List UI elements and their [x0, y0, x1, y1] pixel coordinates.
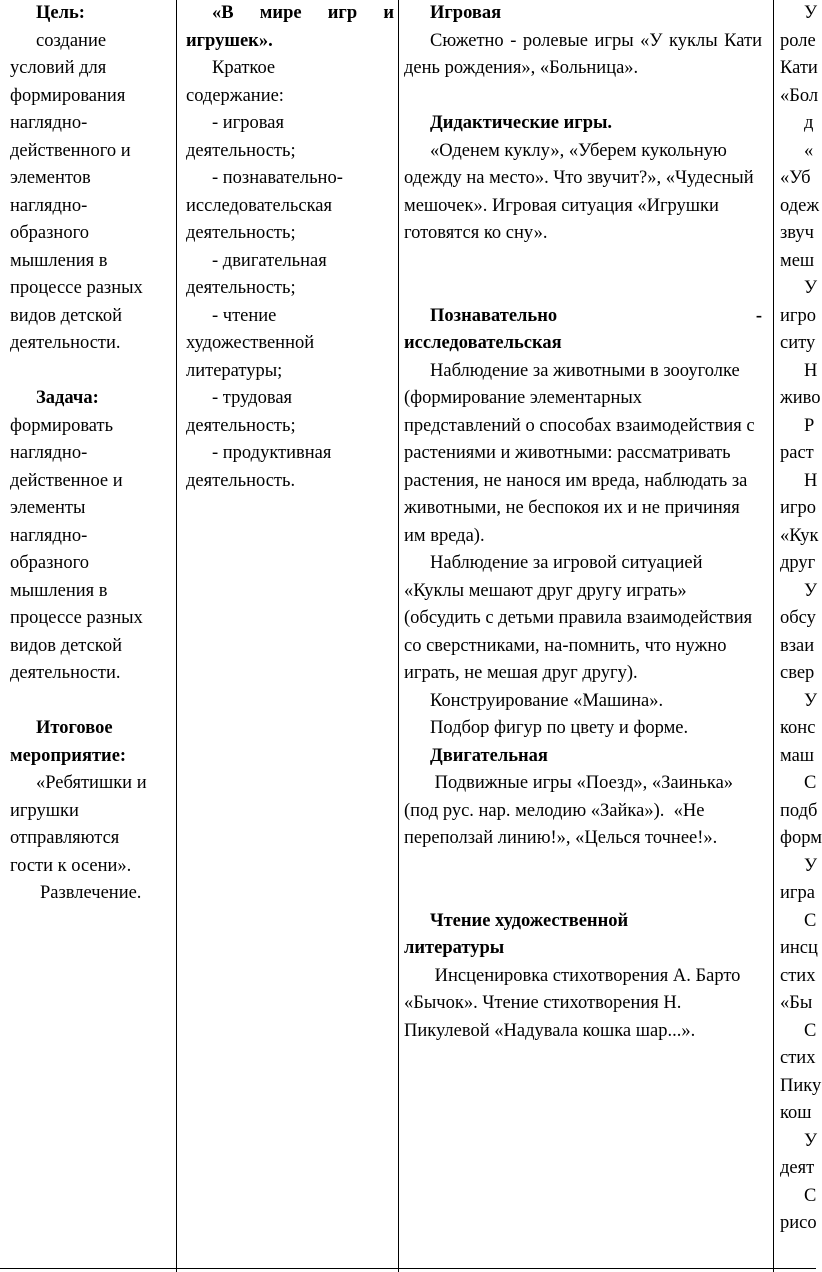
goal-line: деятельности. — [10, 333, 121, 353]
shapes-text: Подбор фигур по цвету и форме. — [430, 718, 689, 738]
cut-off-line: У — [804, 278, 818, 298]
cut-off-line: стих — [780, 1048, 816, 1068]
cut-off-line: Н — [804, 470, 818, 491]
cut-off-line: У — [804, 1130, 818, 1151]
final-event-line: игрушки — [10, 800, 79, 821]
goal-line: элементов — [10, 168, 91, 188]
table-bottom-border — [0, 1268, 816, 1269]
task-line: наглядно- — [10, 525, 88, 546]
cut-off-line: С — [804, 773, 817, 793]
activity-line: - трудовая — [212, 388, 293, 408]
cut-off-line: Пику — [780, 1075, 822, 1096]
activity-line: художественной — [186, 333, 315, 353]
cut-off-line: раст — [780, 443, 814, 463]
final-event-line: гости к осени». — [10, 855, 132, 876]
cut-off-line: У — [804, 855, 818, 876]
game-heading: Игровая — [430, 3, 502, 23]
table-border-2 — [398, 0, 399, 1272]
cut-off-line: «Бы — [780, 993, 813, 1013]
didactic-heading: Дидактические игры. — [430, 113, 613, 133]
reading-heading-2: литературы — [404, 938, 505, 958]
cut-off-column — [780, 0, 822, 1238]
cut-off-line: инсц — [780, 938, 818, 958]
activity-line: - игровая — [212, 113, 284, 133]
goal-line: условий для — [10, 58, 107, 78]
construct-text: Конструирование «Машина». — [430, 690, 664, 711]
cut-off-line: подб — [780, 800, 818, 821]
cut-off-line: конс — [780, 718, 816, 738]
cut-off-line: игро — [780, 498, 816, 518]
reading-text: Инсценировка стихотворения А. Барто «Бычок». Чтение стихотворения Н. Пикулевой «Надувала кошка шар...». — [404, 965, 746, 1041]
cut-off-line: роле — [780, 30, 816, 51]
final-event-line: «Ребятишки и — [36, 773, 147, 793]
cut-off-line: С — [804, 1185, 817, 1206]
cognitive-heading-1: Познавательно - — [430, 305, 762, 326]
cut-off-line: « — [804, 140, 814, 161]
goal-text — [10, 28, 170, 358]
topic-column — [186, 0, 394, 495]
cut-off-line: игра — [780, 883, 815, 903]
cut-off-line: д — [804, 113, 814, 133]
cut-off-line: Н — [804, 360, 818, 381]
task-heading: Задача: — [36, 388, 99, 408]
cut-off-line: одеж — [780, 195, 820, 216]
cognitive-text-1: Наблюдение за животными в зооуголке (формирование элементарных представлений о способах взаимодействия с растениями и животными: рассматривать растения, не нанося им вреда, наблюдать за животными, не беспокоя их и не причиняя им вреда). — [404, 360, 755, 546]
motor-heading: Двигательная — [430, 745, 548, 766]
cut-off-line: «Кук — [780, 525, 819, 546]
cut-off-line: друг — [780, 553, 816, 573]
cut-off-line: «Уб — [780, 168, 811, 188]
task-line: образного — [10, 553, 89, 573]
goal-line: создание — [36, 30, 107, 51]
didactic-text: «Оденем куклу», «Уберем кукольную одежду на место». Что звучит?», «Чудесный мешочек». Игровая ситуация «Игрушки готовятся ко сну». — [404, 140, 754, 243]
task-line: процессе разных — [10, 608, 143, 628]
cut-off-line: обсу — [780, 608, 816, 628]
cut-off-line: С — [804, 910, 817, 931]
cut-off-line: взаи — [780, 635, 815, 656]
goal-line: процессе разных — [10, 278, 143, 298]
task-line: действенное и — [10, 470, 123, 491]
motor-text: Подвижные игры «Поезд», «Заинька» (под рус. нар. мелодию «Зайка»). «Не переползай линию!», «Целься точнее!». — [404, 773, 738, 848]
activity-line: исследовательская — [186, 195, 333, 216]
final-event-heading-1: Итоговое — [36, 718, 113, 738]
activity-line: деятельность; — [186, 140, 296, 161]
task-line: элементы — [10, 498, 86, 518]
cut-off-line: меш — [780, 250, 815, 271]
cut-off-line: «Бол — [780, 85, 819, 106]
table-border-3 — [773, 0, 774, 1272]
cut-off-line: С — [804, 1020, 817, 1041]
cut-off-line: форм — [780, 828, 822, 848]
game-text: Сюжетно - ролевые игры «У куклы Кати день рождения», «Больница». — [404, 30, 762, 78]
reading-heading-1: Чтение художественной — [430, 910, 629, 931]
cut-off-line: Р — [804, 415, 815, 436]
final-event-type: Развлечение. — [40, 883, 142, 903]
goal-column — [10, 0, 170, 908]
cut-off-line: звуч — [780, 223, 814, 243]
activity-line: - чтение — [212, 305, 277, 326]
cut-off-line: деят — [780, 1158, 815, 1178]
activities-list — [186, 110, 394, 495]
cut-off-line: живо — [780, 388, 821, 408]
table-border-1 — [176, 0, 177, 1272]
cut-off-line: рисо — [780, 1213, 817, 1233]
goal-line: действенного и — [10, 140, 131, 161]
cognitive-text-2: Наблюдение за игровой ситуацией «Куклы мешают друг другу играть» (обсудить с детьми правила взаимодействия со сверстниками, на-помнить, что нужно играть, не мешая друг другу). — [404, 553, 753, 683]
summary-label-1: Краткое — [212, 58, 276, 78]
goal-line: видов детской — [10, 305, 123, 326]
activity-line: - двигательная — [212, 250, 327, 271]
activity-line: - продуктивная — [212, 443, 332, 463]
final-event-heading-2: мероприятие: — [10, 745, 127, 766]
goal-line: образного — [10, 223, 89, 243]
cut-off-line: У — [804, 690, 818, 711]
summary-label-2: содержание: — [186, 85, 284, 106]
task-line: мышления в — [10, 580, 108, 601]
cut-off-line: игро — [780, 305, 816, 326]
topic-title-line-2: игрушек». — [186, 30, 273, 51]
goal-line: формирования — [10, 85, 126, 106]
activity-line: деятельность. — [186, 470, 296, 491]
final-event-line: отправляются — [10, 828, 120, 848]
topic-title-line-1: «В мире игр и — [212, 3, 394, 23]
activity-line: деятельность; — [186, 223, 296, 243]
cognitive-heading-2: исследовательская — [404, 333, 562, 353]
cut-off-line: стих — [780, 965, 816, 986]
task-line: видов детской — [10, 635, 123, 656]
goal-line: мышления в — [10, 250, 108, 271]
cut-off-line: кош — [780, 1103, 812, 1123]
content-column — [404, 0, 762, 1045]
task-text — [10, 413, 170, 688]
final-event-text — [10, 770, 170, 880]
cut-off-line: У — [804, 580, 818, 601]
cut-off-line: У — [804, 3, 818, 23]
task-line: деятельности. — [10, 663, 121, 683]
task-line: наглядно- — [10, 443, 88, 463]
goal-line: наглядно- — [10, 113, 88, 133]
activity-line: литературы; — [186, 360, 283, 381]
activity-line: деятельность; — [186, 415, 296, 436]
activity-line: - познавательно- — [212, 168, 343, 188]
cut-off-line: Кати — [780, 58, 818, 78]
cut-off-line: маш — [780, 745, 815, 766]
cut-off-line: свер — [780, 663, 815, 683]
goal-heading: Цель: — [36, 3, 85, 23]
goal-line: наглядно- — [10, 195, 88, 216]
task-line: формировать — [10, 415, 114, 436]
activity-line: деятельность; — [186, 278, 296, 298]
cut-off-line: ситу — [780, 333, 816, 353]
